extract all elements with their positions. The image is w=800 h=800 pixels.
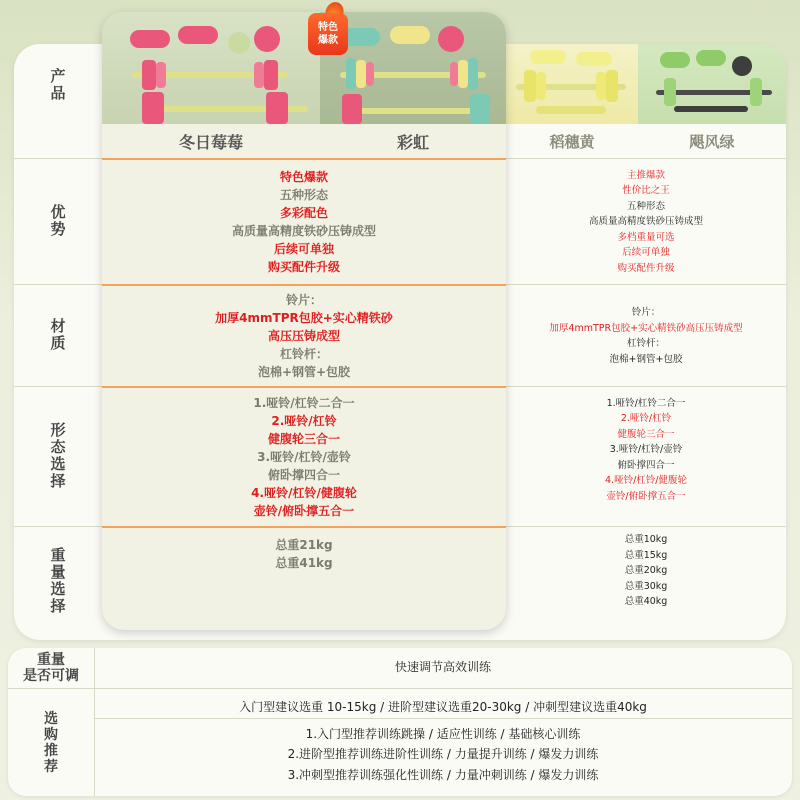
row-divider-highlight	[102, 526, 506, 528]
product-image-green	[638, 44, 786, 124]
other-weights: 总重10kg 总重15kg 总重20kg 总重30kg 总重40kg	[624, 534, 668, 608]
product-name-berry: 冬日莓莓	[178, 132, 243, 152]
featured-advantages: 特色爆款 五种形态 多彩配色 高质量高精度铁砂压铸成型 后续可单独 购买配件升级	[231, 170, 376, 274]
product-image-berry	[102, 12, 320, 124]
row-label-weight: 重 量 选 择	[50, 546, 66, 615]
product-name-green: 飓风绿	[689, 132, 735, 151]
featured-forms: 1.哑铃/杠铃二合一 2.哑铃/杠铃 健腹轮三合一 3.哑铃/杠铃/壶铃 俯卧撑四合一 4.哑铃/杠铃/健腹轮 壶铃/俯卧撑五合一	[251, 396, 357, 518]
product-image-yellow	[506, 44, 638, 124]
adjustable-weight-text: 快速调节高效训练	[394, 660, 491, 674]
hot-badge: 特色 爆款	[308, 13, 348, 55]
other-forms: 1.哑铃/杠铃二合一 2.哑铃/杠铃 健腹轮三合一 3.哑铃/杠铃/壶铃 俯卧撑四合一 4.哑铃/杠铃/健腹轮 壶铃/俯卧撑五合一	[605, 397, 687, 502]
product-name-yellow: 稻穗黄	[549, 132, 595, 151]
row-label-material: 材 质	[50, 317, 66, 352]
other-advantages: 主推爆款 性价比之王 五种形态 高质量高精度铁砂压铸成型 多档重量可选 后续可单独 购买配件升级	[588, 169, 703, 274]
featured-product-images	[102, 12, 506, 124]
beginner-training-text: 1.入门型推荐训练跳操 / 适应性训练 / 基础核心训练	[305, 727, 581, 741]
row-label-form: 形 态 选 择	[50, 421, 66, 490]
adjustable-weight-label: 重量 是否可调	[23, 652, 79, 684]
row-label-advantage: 优 势	[50, 203, 66, 238]
advanced-training-text: 3.冲刺型推荐训练强化性训练 / 力量冲刺训练 / 爆发力训练	[287, 768, 599, 782]
purchase-recommendation-label: 选 购 推 荐	[44, 711, 58, 775]
featured-materials: 铃片： 加厚4mmTPR包胶+实心精铁砂 高压压铸成型 杠铃杆： 泡棉+钢管+包胶	[215, 293, 393, 379]
other-materials: 铃片： 加厚4mmTPR包胶+实心精铁砂高压压铸成型 杠铃杆： 泡棉+钢管+包胶	[549, 307, 743, 365]
intermediate-training-text: 2.进阶型推荐训练进阶性训练 / 力量提升训练 / 爆发力训练	[287, 747, 599, 761]
row-divider	[94, 718, 792, 719]
row-label-column	[14, 44, 102, 640]
weight-suggestion-text: 入门型建议选重 10-15kg / 进阶型建议选重20-30kg / 冲刺型建议选重40kg	[239, 700, 647, 714]
row-divider	[8, 688, 792, 689]
row-label-product: 产 品	[50, 67, 66, 102]
product-name-rainbow: 彩虹	[396, 132, 429, 152]
featured-weights: 总重21kg 总重41kg	[275, 538, 333, 570]
